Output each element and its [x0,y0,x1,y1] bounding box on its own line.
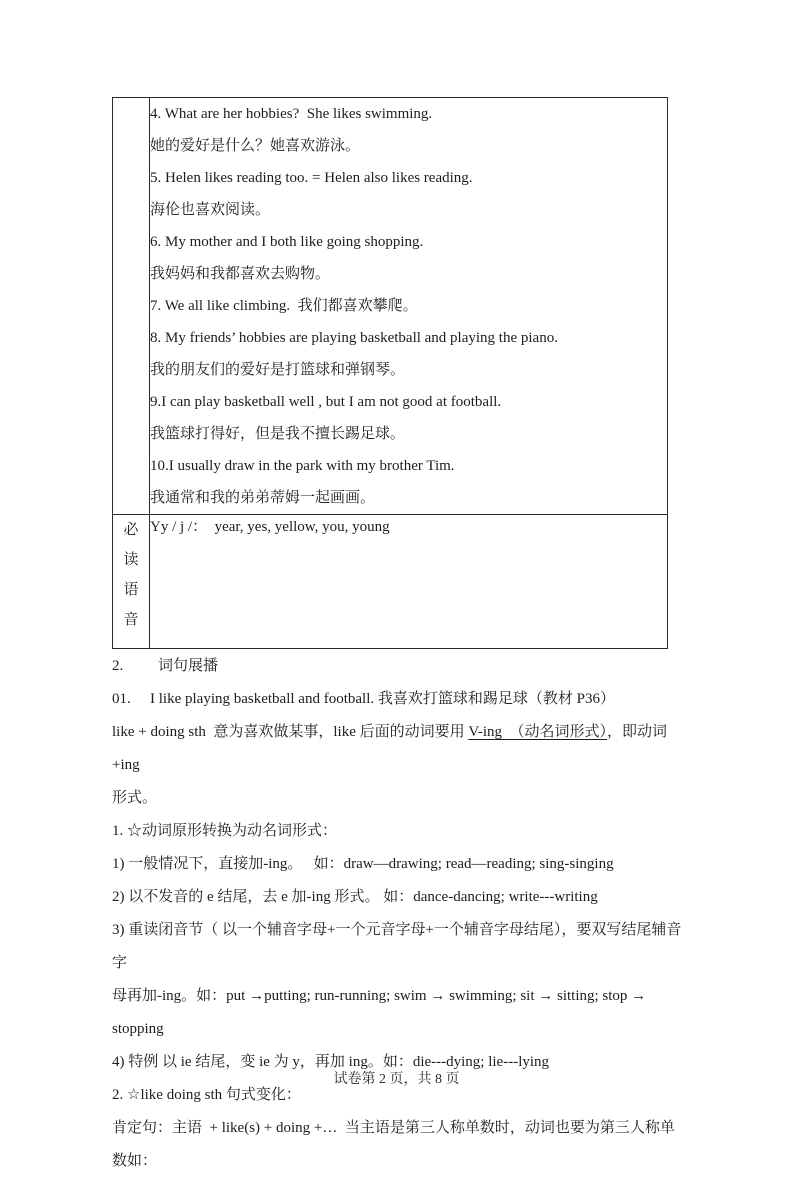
sentence-line: 我的朋友们的爱好是打篮球和弹钢琴。 [150,362,406,378]
gerund-rule-line: 1) 一般情况下，直接加-ing。 如：draw—drawing; read—reading; sing-singing [112,856,614,872]
gerund-rule-line: 母再加-ing。如：put →putting; run-running; swim → swimming; sit → sitting; stop → stopping [112,988,650,1037]
item-text: I like playing basketball and football. 我喜欢打篮球和踢足球（教材 P36） [150,691,615,707]
sentence-line: 7. We all like climbing. 我们都喜欢攀爬。 [150,298,418,314]
like-rule-line [112,716,682,782]
item-number: 01. [112,691,131,707]
like-rule-pre: like + doing sth 意为喜欢做某事，like 后面的动词要用 [112,724,469,740]
sentence-line: 5. Helen likes reading too. = Helen also likes reading. [150,170,473,186]
item-01-line [112,683,682,716]
sentence-line: 我通常和我的弟弟蒂姆一起画画。 [150,490,376,506]
empty-label-cell [113,98,150,515]
sentence-line: 我妈妈和我都喜欢去购物。 [150,266,331,282]
gerund-rule-line: 3) 重读闭音节（ 以一个辅音字母+一个元音字母+一个辅音字母结尾），要双写结尾辅音字 [112,922,682,971]
gerund-rule-line: 2) 以不发音的 e 结尾，去 e 加-ing 形式。 如：dance-dancing; write---writing [112,889,598,905]
phonics-content-cell [150,515,668,649]
gerund-rules-heading: 1. ☆动词原形转换为动名词形式： [112,823,338,839]
sentence-line: 6. My mother and I both like going shopping. [150,234,424,250]
phonics-row [113,515,668,649]
sentence-line: 8. My friends’ hobbies are playing basketball and playing the piano. [150,330,558,346]
section-title: 词句展播 [158,658,219,674]
sentence-line: 9.I can play basketball well , but I am not good at football. [150,394,502,410]
phonics-label-char: 语 [123,582,139,598]
phonics-label-char: 必 [123,522,139,538]
grammar-notes [112,650,682,1178]
sentence-line: 她的爱好是什么？她喜欢游泳。 [150,138,361,154]
phonics-content: Yy / j /： year, yes, yellow, you, young [150,519,390,535]
sentence-line: 4. What are her hobbies? She likes swimming. [150,106,433,122]
sentences-row [113,98,668,515]
phonics-label-char: 音 [123,612,139,628]
affirmative-pattern-line: 肯定句：主语 + like(s) + doing +… 当主语是第三人称单数时，动词也要为第三人称单数如： [112,1120,675,1169]
pattern-heading: 2. ☆like doing sth 句式变化： [112,1087,301,1103]
sentence-line: 海伦也喜欢阅读。 [150,202,271,218]
gerund-rule-line: 4) 特例 以 ie 结尾，变 ie 为 y，再加 ing。如：die---dying; lie---lying [112,1054,550,1070]
like-rule-continuation: 形式。 [112,790,158,806]
sentences-cell [150,98,668,515]
sentence-line: 10.I usually draw in the park with my brother Tim. [150,458,455,474]
page-footer: 试卷第 2 页，共 8 页 [333,1072,460,1087]
section-number: 2. [112,658,124,674]
phonics-label-char: 读 [123,552,139,568]
like-rule-post: ，即动词+ing [112,724,668,773]
phonics-sentences-table [112,97,668,649]
phonics-row-label [113,515,150,649]
like-rule-underlined: V-ing （动名词形式） [468,724,607,740]
section-heading [112,650,682,683]
sentence-line: 我篮球打得好，但是我不擅长踢足球。 [150,426,406,442]
